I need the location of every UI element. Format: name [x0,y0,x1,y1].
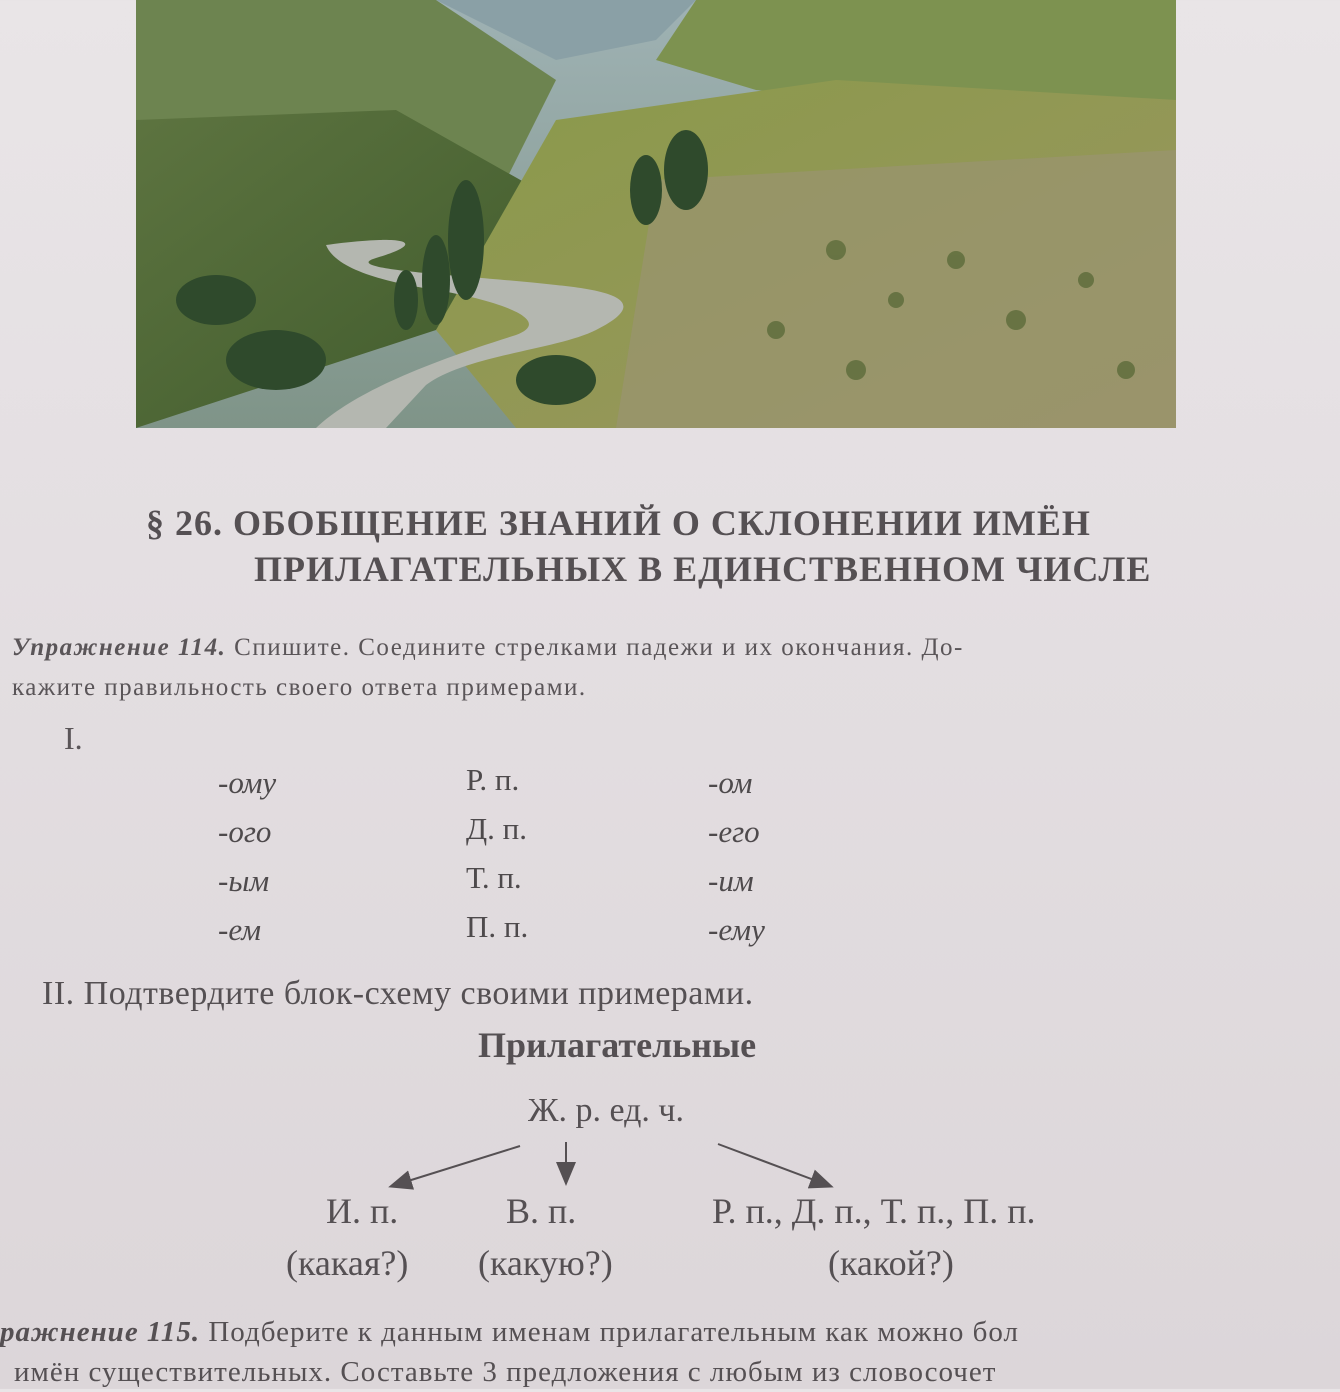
ending-item: -им [708,863,754,898]
scheme-title: Прилагательные [478,1025,757,1065]
heading-line-2: ПРИЛАГАТЕЛЬНЫХ В ЕДИНСТВЕННОМ ЧИСЛЕ [254,549,1152,589]
ending-item: -ему [708,912,765,947]
case-item: П. п. [466,909,529,944]
landscape-photo [136,0,1176,428]
exercise-114-label: Упражнение 114. [12,634,227,661]
scheme-root: Ж. р. ед. ч. [528,1092,685,1129]
branch-3-question: (какой?) [828,1243,954,1283]
section-heading [146,500,1266,592]
left-endings-column [218,758,276,954]
exercise-114-text-1: Спишите. Соедините стрелками падежи и их окончания. До- [226,634,964,661]
right-endings-column [708,758,765,954]
ending-item: -ем [218,912,262,947]
case-item: Д. п. [466,811,527,846]
branch-1-case: И. п. [326,1191,399,1231]
mountain-valley-photo-icon [136,0,1176,428]
branch-3-case: Р. п., Д. п., Т. п., П. п. [712,1191,1036,1231]
part-2-instruction: II. Подтвердите блок-схему своими примерами. [42,975,754,1012]
branch-1-question: (какая?) [286,1243,409,1283]
exercise-115-label: ражнение 115. [0,1316,201,1348]
exercise-115-text-1: Подберите к данным именам прилагательным как можно бол [200,1316,1019,1348]
exercise-115 [0,1312,1340,1392]
ending-item: -его [708,814,760,849]
ending-item: -ого [218,814,272,849]
case-item: Р. п. [466,762,520,797]
part-1-label: I. [64,720,83,756]
ending-item: -ому [218,765,277,800]
arrow-right [718,1144,830,1186]
ending-item: -ом [708,765,753,800]
branch-2-question: (какую?) [478,1243,613,1283]
branch-2-case: В. п. [506,1191,577,1231]
ending-item: -ым [218,863,270,898]
heading-line-1: § 26. ОБОБЩЕНИЕ ЗНАНИЙ О СКЛОНЕНИИ ИМЁН [146,503,1091,543]
scheme-arrows [0,1130,1340,1200]
exercise-115-text-2: имён существительных. Составьте 3 предложения с любым из словосочет [14,1356,997,1388]
exercise-114-instructions [12,628,1322,708]
cases-column [466,755,528,951]
arrow-left [392,1146,520,1186]
exercise-114-text-2: кажите правильность своего ответа примерами. [12,674,587,701]
case-item: Т. п. [466,860,522,895]
